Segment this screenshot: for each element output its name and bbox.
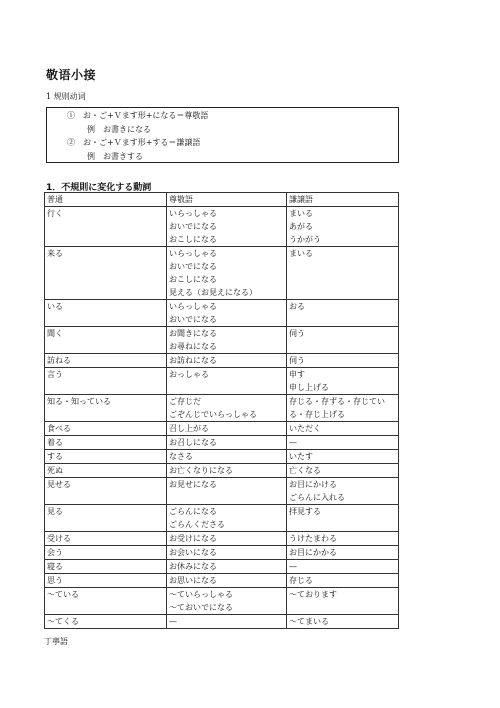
cell-respectful [167, 207, 287, 247]
cell-line: 存じる・存ずる・存じてい [289, 397, 385, 406]
cell-line: ～ていらっしゃる [169, 590, 233, 599]
table-row [45, 354, 399, 368]
cell-line: 伺う [289, 356, 305, 365]
cell-line: ～ておいでになる [169, 603, 233, 612]
cell-respectful [167, 436, 287, 450]
cell-plain [45, 588, 167, 615]
cell-plain [45, 300, 167, 327]
irregular-verbs-table [44, 192, 399, 629]
cell-plain [45, 354, 167, 368]
cell-line: お目にかかる [289, 548, 337, 557]
table-row [45, 247, 399, 300]
page-title: 敬语小接 [46, 68, 97, 82]
cell-plain [45, 478, 167, 505]
cell-line: おこしになる [169, 275, 217, 284]
cell-line: ～ている [47, 590, 79, 599]
cell-respectful [167, 327, 287, 354]
cell-humble [287, 247, 399, 300]
table-row [45, 450, 399, 464]
column-header-humble: 謙譲語 [287, 193, 399, 207]
table-row [45, 546, 399, 560]
cell-line: ～てまいる [289, 617, 329, 626]
cell-humble [287, 478, 399, 505]
table-row [45, 395, 399, 422]
cell-line: お目にかける [289, 480, 337, 489]
table-row [45, 436, 399, 450]
cell-line: — [289, 438, 297, 447]
cell-line: お受けになる [169, 534, 217, 543]
table-body [45, 207, 399, 629]
cell-line: 訪ねる [47, 356, 71, 365]
cell-line: 知る・知っている [47, 397, 111, 406]
rule-box [46, 107, 399, 163]
cell-line: お休みになる [169, 562, 217, 571]
cell-respectful [167, 478, 287, 505]
cell-humble [287, 450, 399, 464]
cell-respectful [167, 532, 287, 546]
cell-line: ごらんになる [169, 507, 217, 516]
cell-respectful [167, 505, 287, 532]
cell-line: おいでになる [169, 222, 217, 231]
rule-formula: ① お・ご+Ｖます形+になる＝尊敬語 [67, 111, 209, 120]
cell-line: 言う [47, 370, 63, 379]
cell-line: 死ぬ [47, 466, 63, 475]
table-row [45, 422, 399, 436]
cell-line: いたす [289, 452, 313, 461]
cell-line: おる [289, 302, 305, 311]
cell-plain [45, 436, 167, 450]
cell-line: 行く [47, 209, 63, 218]
cell-plain [45, 247, 167, 300]
cell-humble [287, 207, 399, 247]
cell-line: る・存じ上げる [289, 410, 345, 419]
cell-line: ごらんに入れる [289, 493, 345, 502]
table-row [45, 574, 399, 588]
cell-line: 拝見する [289, 507, 321, 516]
cell-humble [287, 615, 399, 629]
cell-respectful [167, 464, 287, 478]
cell-line: いらっしゃる [169, 302, 217, 311]
cell-humble [287, 505, 399, 532]
cell-line: 見せる [47, 480, 71, 489]
table-row [45, 588, 399, 615]
cell-respectful [167, 546, 287, 560]
cell-line: 亡くなる [289, 466, 321, 475]
cell-line: お思いになる [169, 576, 217, 585]
cell-line: お訪ねになる [169, 356, 217, 365]
cell-respectful [167, 300, 287, 327]
cell-line: 寝る [47, 562, 63, 571]
cell-humble [287, 300, 399, 327]
cell-humble [287, 574, 399, 588]
table-row [45, 560, 399, 574]
rule-formula: ② お・ご+Ｖます形+する＝謙譲語 [67, 138, 201, 147]
cell-line: まいる [289, 249, 313, 258]
cell-plain [45, 368, 167, 395]
cell-line: お召しになる [169, 438, 217, 447]
cell-line: 着る [47, 438, 63, 447]
cell-plain [45, 615, 167, 629]
cell-humble [287, 422, 399, 436]
rule-example: 例 お書きになる [87, 124, 151, 134]
column-header-plain: 普通 [45, 193, 167, 207]
table-row [45, 368, 399, 395]
cell-line: — [289, 562, 297, 571]
table-header-row [45, 193, 399, 207]
cell-line: ご存じだ [169, 397, 201, 406]
cell-line: 存じる [289, 576, 313, 585]
cell-plain [45, 327, 167, 354]
cell-humble [287, 436, 399, 450]
table-row [45, 327, 399, 354]
cell-line: — [169, 617, 177, 626]
cell-line: 見る [47, 507, 63, 516]
cell-line: おっしゃる [169, 370, 209, 379]
cell-respectful [167, 395, 287, 422]
cell-line: 召し上がる [169, 424, 209, 433]
cell-line: いる [47, 302, 63, 311]
cell-respectful [167, 588, 287, 615]
cell-line: ごらんくださる [169, 520, 225, 529]
cell-line: ～ております [289, 590, 337, 599]
cell-line: ごぞんじでいらっしゃる [169, 410, 257, 419]
cell-line: 見える（お見えになる） [169, 288, 257, 297]
cell-respectful [167, 450, 287, 464]
cell-plain [45, 464, 167, 478]
cell-line: お尋ねになる [169, 342, 217, 351]
cell-line: 受ける [47, 534, 71, 543]
cell-line: お聞きになる [169, 329, 217, 338]
table-row [45, 464, 399, 478]
cell-respectful [167, 368, 287, 395]
cell-respectful [167, 574, 287, 588]
cell-humble [287, 395, 399, 422]
table-row [45, 615, 399, 629]
section-subtitle: 1 规则动词 [46, 92, 86, 101]
cell-plain [45, 505, 167, 532]
cell-line: あがる [289, 222, 313, 231]
cell-plain [45, 422, 167, 436]
cell-line: おいでになる [169, 315, 217, 324]
cell-plain [45, 546, 167, 560]
cell-line: おいでになる [169, 262, 217, 271]
cell-respectful [167, 354, 287, 368]
cell-line: 会う [47, 548, 63, 557]
cell-humble [287, 354, 399, 368]
cell-humble [287, 464, 399, 478]
cell-respectful [167, 615, 287, 629]
cell-plain [45, 207, 167, 247]
table-row [45, 532, 399, 546]
cell-respectful [167, 560, 287, 574]
cell-line: お亡くなりになる [169, 466, 233, 475]
cell-line: おこしになる [169, 235, 217, 244]
cell-line: 食べる [47, 424, 71, 433]
cell-humble [287, 546, 399, 560]
column-header-respectful: 尊敬語 [167, 193, 287, 207]
cell-line: まいる [289, 209, 313, 218]
cell-line: 聞く [47, 329, 63, 338]
cell-plain [45, 574, 167, 588]
footer-label: 丁寧語 [44, 637, 68, 646]
cell-line: 申し上げる [289, 383, 329, 392]
section-heading: 1．不規則に変化する動詞 [46, 183, 152, 193]
cell-humble [287, 532, 399, 546]
cell-line: いらっしゃる [169, 249, 217, 258]
cell-plain [45, 450, 167, 464]
table-row [45, 505, 399, 532]
cell-line: いらっしゃる [169, 209, 217, 218]
cell-line: 伺う [289, 329, 305, 338]
cell-humble [287, 560, 399, 574]
cell-plain [45, 395, 167, 422]
cell-humble [287, 588, 399, 615]
cell-humble [287, 368, 399, 395]
cell-plain [45, 560, 167, 574]
cell-humble [287, 327, 399, 354]
cell-line: 思う [47, 576, 63, 585]
cell-line: ～てくる [47, 617, 79, 626]
cell-respectful [167, 422, 287, 436]
table-row [45, 478, 399, 505]
cell-line: いただく [289, 424, 321, 433]
cell-line: お見せになる [169, 480, 217, 489]
table-row [45, 207, 399, 247]
cell-respectful [167, 247, 287, 300]
cell-line: する [47, 452, 63, 461]
cell-line: お会いになる [169, 548, 217, 557]
cell-line: うかがう [289, 235, 321, 244]
cell-line: なさる [169, 452, 193, 461]
rule-example: 例 お書きする [87, 151, 143, 161]
cell-plain [45, 532, 167, 546]
cell-line: 来る [47, 249, 63, 258]
cell-line: 申す [289, 370, 305, 379]
cell-line: うけたまわる [289, 534, 337, 543]
table-row [45, 300, 399, 327]
